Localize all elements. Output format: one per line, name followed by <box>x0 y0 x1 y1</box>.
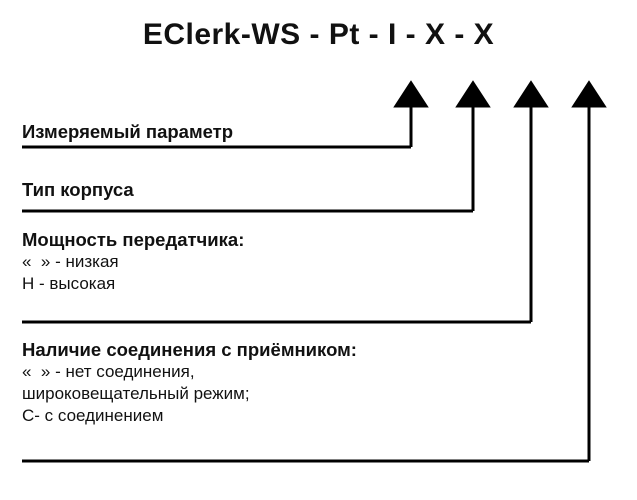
legend-heading: Измеряемый параметр <box>22 121 234 142</box>
legend-heading: Тип корпуса <box>22 179 134 200</box>
legend-option: широковещательный режим; <box>22 384 250 404</box>
part-number-label: EClerk-WS - Pt - I - X - X <box>142 18 495 51</box>
legend-item-receiver-connection <box>22 338 582 427</box>
legend-option: « » - нет соединения, <box>22 362 195 382</box>
legend-item-measured-parameter <box>22 120 582 143</box>
legend-item-transmitter-power <box>22 228 582 295</box>
legend-heading: Мощность передатчика: <box>22 229 245 250</box>
legend-option: С- с соединением <box>22 406 164 426</box>
legend-heading: Наличие соединения с приёмником: <box>22 339 357 360</box>
legend-option: Н - высокая <box>22 274 116 294</box>
legend-item-housing-type <box>22 178 582 201</box>
legend-option: « » - низкая <box>22 252 119 272</box>
